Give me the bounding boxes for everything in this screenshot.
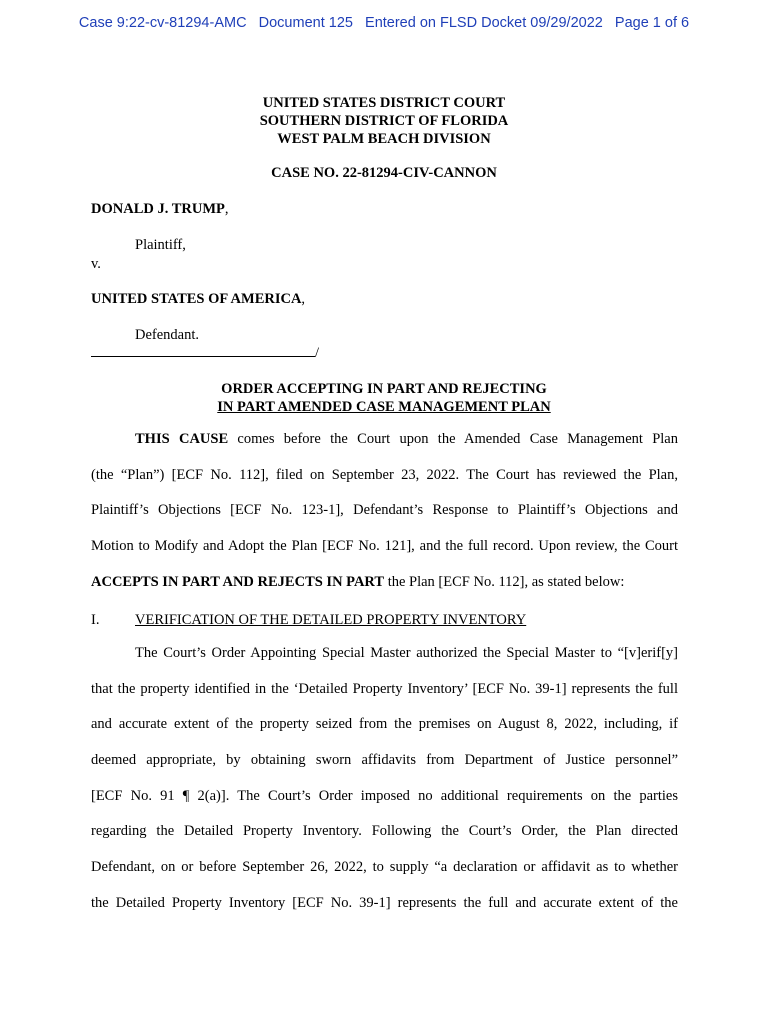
versus: v. xyxy=(91,256,101,272)
case-number: CASE NO. 22-81294-CIV-CANNON xyxy=(271,165,497,181)
disposition: ACCEPTS IN PART AND REJECTS IN PART xyxy=(91,573,385,590)
intro-line: ACCEPTS IN PART AND REJECTS IN PART the Plan [ECF No. 112], as stated below: xyxy=(91,573,625,590)
intro-line: Motion to Modify and Adopt the Plan [ECF No. 121], and the full record. Upon review, the Court xyxy=(91,538,678,555)
defendant-role: Defendant. xyxy=(135,327,200,343)
section-heading xyxy=(91,612,526,629)
defendant-line: UNITED STATES OF AMERICA, xyxy=(91,291,306,307)
signature-slash: / xyxy=(315,345,320,361)
order-title xyxy=(0,380,768,416)
body-line: the Detailed Property Inventory [ECF No. 39-1] represents the full and accurate extent of the xyxy=(91,894,678,911)
intro-paragraph xyxy=(91,422,678,600)
section-number: I. xyxy=(91,612,100,628)
signature-rule xyxy=(91,344,315,357)
caption-signature-line xyxy=(91,344,319,362)
body-line: [ECF No. 91 ¶ 2(a)]. The Court’s Order imposed no additional requirements on the parties xyxy=(91,787,678,804)
intro-line: (the “Plan”) [ECF No. 112], filed on September 23, 2022. The Court has reviewed the Plan, xyxy=(91,466,678,483)
plaintiff-line: DONALD J. TRUMP, xyxy=(91,201,229,217)
defendant-name: UNITED STATES OF AMERICA xyxy=(91,291,302,307)
section-title: VERIFICATION OF THE DETAILED PROPERTY INVENTORY xyxy=(135,612,527,628)
plaintiff-name: DONALD J. TRUMP xyxy=(91,201,225,217)
body-paragraph xyxy=(91,636,678,922)
body-line: Defendant, on or before September 26, 2022, to supply “a declaration or affidavit as to whether xyxy=(91,859,678,876)
court-caption xyxy=(0,94,768,148)
order-title-line2: IN PART AMENDED CASE MANAGEMENT PLAN xyxy=(217,399,551,415)
body-line: regarding the Detailed Property Inventory. Following the Court’s Order, the Plan directed xyxy=(91,823,678,840)
court-division: WEST PALM BEACH DIVISION xyxy=(277,131,491,147)
docket-header: Case 9:22-cv-81294-AMC Document 125 Entered on FLSD Docket 09/29/2022 Page 1 of 6 xyxy=(78,15,690,31)
body-line: and accurate extent of the property seized from the premises on August 8, 2022, including, if xyxy=(91,716,678,733)
intro-line: Plaintiff’s Objections [ECF No. 123-1], Defendant’s Response to Plaintiff’s Objections and xyxy=(91,502,678,519)
court-name: UNITED STATES DISTRICT COURT xyxy=(262,95,506,111)
intro-line: THIS CAUSE comes before the Court upon the Amended Case Management Plan xyxy=(135,431,678,447)
this-cause: THIS CAUSE xyxy=(135,431,229,447)
body-line: The Court’s Order Appointing Special Master authorized the Special Master to “[v]erif[y] xyxy=(135,645,678,661)
body-line: that the property identified in the ‘Detailed Property Inventory’ [ECF No. 39-1] represents the full xyxy=(91,680,678,697)
plaintiff-role: Plaintiff, xyxy=(135,237,186,253)
order-title-line1: ORDER ACCEPTING IN PART AND REJECTING xyxy=(221,381,547,397)
court-district: SOUTHERN DISTRICT OF FLORIDA xyxy=(259,113,509,129)
body-line: deemed appropriate, by obtaining sworn affidavits from Department of Justice personnel” xyxy=(91,752,678,769)
